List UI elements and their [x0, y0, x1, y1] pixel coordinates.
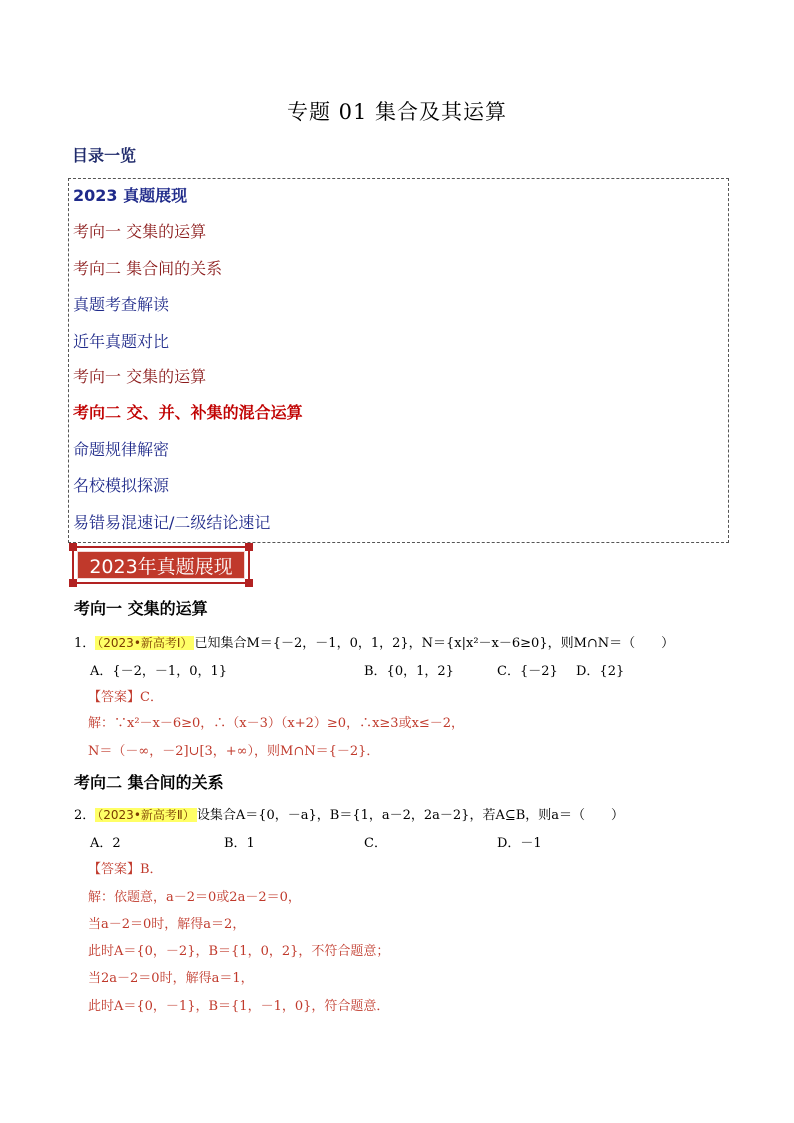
- answer-label: 【答案】B．: [88, 862, 163, 877]
- page-title: 专题 01 集合及其运算: [286, 100, 508, 124]
- section-heading-2: 考向二 集合间的关系: [74, 773, 224, 792]
- toc-item[interactable]: 近年真题对比: [73, 332, 170, 351]
- question-number: 1．: [74, 636, 96, 651]
- answer-label: 【答案】C．: [88, 690, 163, 705]
- solution-line: 当2a－2＝0时，解得a＝1，: [88, 971, 254, 986]
- source-tag: （2023•新高考Ⅰ）: [97, 636, 193, 650]
- toc-box: [68, 178, 729, 543]
- toc-item[interactable]: 真题考查解读: [73, 295, 170, 314]
- banner-corner-ornament: [69, 579, 77, 587]
- question-number: 2．: [74, 808, 96, 823]
- toc-heading: 目录一览: [72, 146, 137, 165]
- toc-item[interactable]: 名校模拟探源: [73, 476, 170, 495]
- banner-corner-ornament: [245, 579, 253, 587]
- solution-line: 解：依题意，a－2＝0或2a－2＝0，: [88, 890, 301, 905]
- option-c: C．: [364, 836, 387, 851]
- solution-line: 当a－2＝0时，解得a＝2，: [88, 917, 246, 932]
- option-a: A．{－2，－1，0，1}: [90, 664, 228, 679]
- toc-item[interactable]: 2023 真题展现: [73, 186, 188, 205]
- question-2-stem: [74, 804, 624, 823]
- option-c: C．{－2}: [497, 664, 558, 679]
- option-d: D．－1: [497, 836, 542, 851]
- option-b: B．1: [224, 836, 255, 851]
- toc-item[interactable]: 考向一 交集的运算: [73, 222, 207, 241]
- question-text: 已知集合M＝{－2，－1，0，1，2}，N＝{x|x²－x－6≥0}，则M∩N＝（ ）: [194, 636, 675, 651]
- question-1-stem: [74, 632, 674, 651]
- option-a: A．2: [90, 836, 121, 851]
- section-heading-1: 考向一 交集的运算: [74, 599, 208, 618]
- source-tag: （2023•新高考Ⅱ）: [97, 808, 195, 822]
- toc-item[interactable]: 考向二 交、并、补集的混合运算: [73, 403, 303, 422]
- toc-item[interactable]: 易错易混速记/二级结论速记: [73, 513, 271, 532]
- banner-corner-ornament: [245, 543, 253, 551]
- banner-plate: [77, 551, 245, 579]
- solution-line: 此时A＝{0，－1}，B＝{1，－1，0}，符合题意．: [88, 999, 390, 1014]
- section-banner: [72, 546, 250, 584]
- banner-text: 2023年真题展现: [89, 555, 233, 578]
- solution-line: 解：∵x²－x－6≥0，∴（x－3）（x+2）≥0，∴x≥3或x≤－2，: [88, 716, 465, 731]
- question-text: 设集合A＝{0，－a}，B＝{1，a－2，2a－2}，若A⊆B，则a＝（ ）: [196, 808, 625, 823]
- solution-line: 此时A＝{0，－2}，B＝{1，0，2}，不符合题意；: [88, 944, 390, 959]
- banner-corner-ornament: [69, 543, 77, 551]
- toc-item[interactable]: 考向二 集合间的关系: [73, 259, 223, 278]
- option-d: D．{2}: [576, 664, 625, 679]
- option-b: B．{0，1，2}: [364, 664, 454, 679]
- solution-line: N＝（－∞，－2]∪[3，+∞），则M∩N＝{－2}．: [88, 744, 380, 759]
- toc-item[interactable]: 命题规律解密: [73, 440, 170, 459]
- toc-item[interactable]: 考向一 交集的运算: [73, 367, 207, 386]
